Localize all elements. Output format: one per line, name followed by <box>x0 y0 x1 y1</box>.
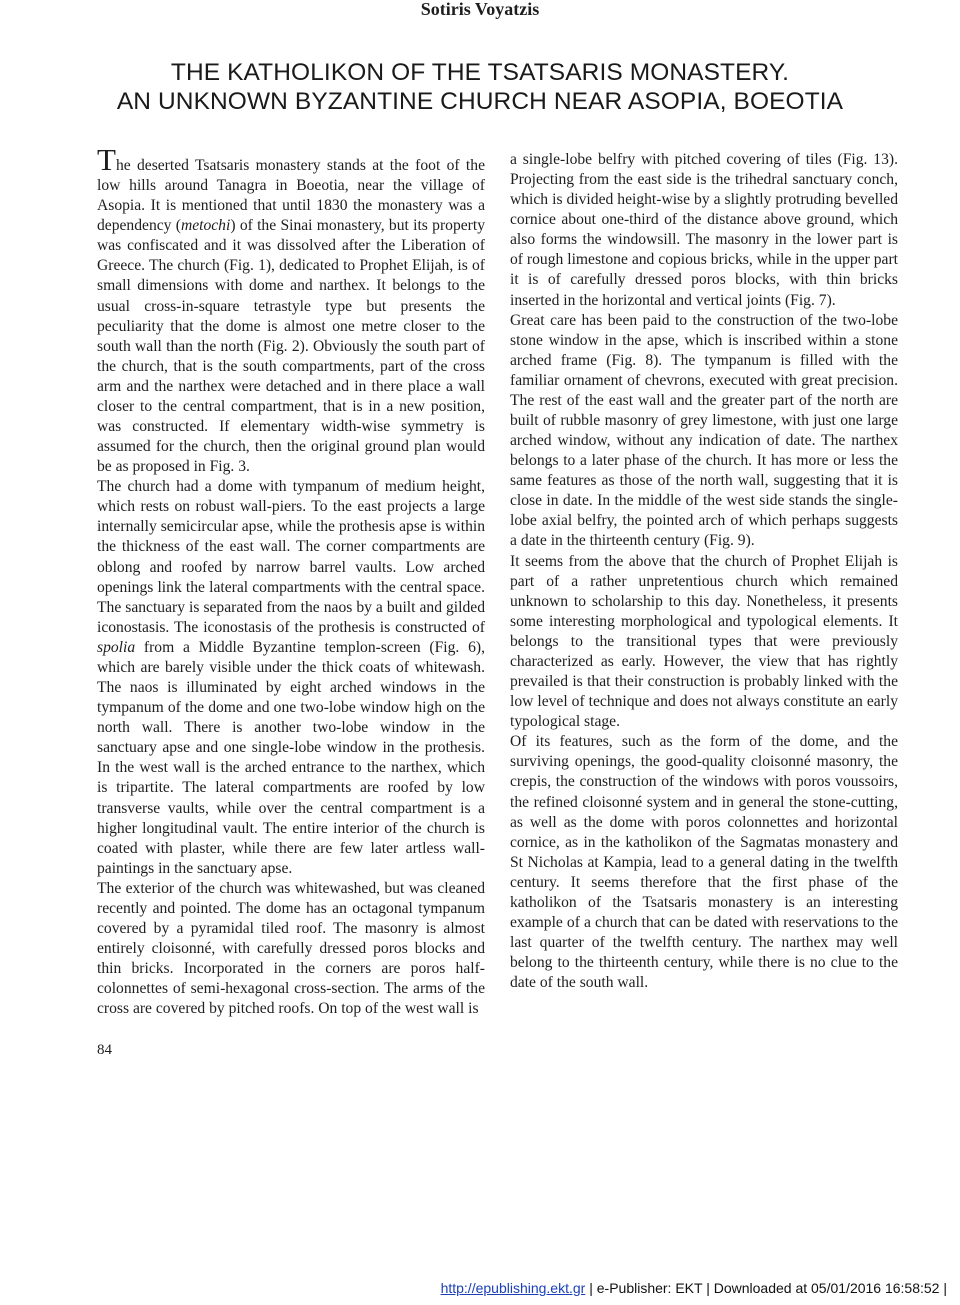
running-head: Sotiris Voyatzis <box>420 0 540 19</box>
download-footer <box>441 1280 947 1297</box>
left-paragraph-3: The exterior of the church was whitewashed, but was cleaned recently and pointed. The dome has an octagonal tympanum covered by a pyramidal tiled roof. The masonry is almost entirely cloisonné, with carefully dressed poros blocks and thin bricks. Incorporated in the corners are poros half-colonnettes of semi-hexagonal cross-section. The arms of the cross are covered by pitched roofs. On top of the west wall is <box>97 879 485 1018</box>
left-paragraph-2 <box>97 477 485 879</box>
left-paragraph-1-text-b: ) of the Sinai monastery, but its property was confiscated and it was dissolved after the Liberation of Greece. The church (Fig. 1), dedicated to Prophet Elijah, is of small dimensions with dome and narthex. It belongs to the usual cross-in-square tetrastyle type but presents the peculiarity that the dome is almost one metre closer to the south wall than the north (Fig. 2). Obviously the south part of the church, that is the south compartments, part of the cross arm and the narthex were detached and in there place a wall closer to the central compartment, that is in a new position, was constructed. If elementary width-wise symmetry is assumed for the church, then the original ground plan would be as proposed in Fig. 3. <box>97 217 485 476</box>
right-paragraph-3: It seems from the above that the church of Prophet Elijah is part of a rather unpretentious church which remained unknown to scholarship to this day. Nonetheless, it presents some interesting morphological and typological elements. It belongs to the transitional types that were previously characterized as early. However, the view that has rightly prevailed is that their construction is probably linked with the low level of technique and does not always constitute an early typological stage. <box>510 552 898 731</box>
left-paragraph-1 <box>97 142 485 477</box>
left-paragraph-1-text-a: he deserted Tsatsaris monastery stands at the foot of the low hills around Tanagra in Boeotia, near the village of Asopia. It is mentioned that until 1830 the monastery was a dependency ( <box>97 157 485 235</box>
right-column <box>510 150 898 993</box>
left-paragraph-2-italic: spolia <box>97 638 136 656</box>
drop-cap: T <box>97 142 116 177</box>
title-line-2: AN UNKNOWN BYZANTINE CHURCH NEAR ASOPIA, BOEOTIA <box>116 88 844 115</box>
page-number: 84 <box>97 1042 112 1058</box>
right-paragraph-2: Great care has been paid to the construction of the two-lobe stone window in the apse, which is inscribed within a stone arched frame (Fig. 8). The tympanum is filled with the familiar ornament of chevrons, executed with great precision. The rest of the east wall and the greater part of the north are built of rubble masonry of grey limestone, with just one large arched window, without any indication of date. The narthex belongs to a later phase of the church. It has more or less the same features as those of the north wall, suggesting that it is close in date. In the middle of the west side stands the single-lobe axial belfry, the pointed arch of which perhaps suggests a date in the thirteenth century (Fig. 9). <box>510 311 898 550</box>
right-paragraph-4: Of its features, such as the form of the dome, and the surviving openings, the good-quality cloisonné masonry, the crepis, the construction of the windows with poros voussoirs, the refined cloisonné system and in general the stone-cutting, as well as the dome with poros colonnettes and horizontal cornice, as in the katholikon of the Sagmatas monastery and St Nicholas at Kampia, lead to a general dating in the twelfth century. It seems therefore that the first phase of the katholikon of the Tsatsaris monastery is an interesting example of a church that can be dated with reservations to the last quarter of the twelfth century. The narthex may well belong to the thirteenth century, while there is no clue to the date of the south wall. <box>510 733 898 992</box>
left-column <box>97 142 485 1019</box>
footer-info: | e-Publisher: EKT | Downloaded at 05/01/2016 16:58:52 | <box>585 1280 947 1296</box>
left-paragraph-2-text-a: The church had a dome with tympanum of medium height, which rests on robust wall-piers. To the east projects a large internally semicircular apse, while the prothesis apse is within the thickness of the east wall. The corner compartments are oblong and roofed by narrow barrel vaults. Low arched openings link the lateral compartments with the central space. The sanctuary is separated from the naos by a built and gilded iconostasis. The iconostasis of the prothesis is constructed of <box>97 478 485 636</box>
left-paragraph-2-text-b: from a Middle Byzantine templon-screen (Fig. 6), which are barely visible under the thick coats of whitewash. The naos is illuminated by eight arched windows in the tympanum of the dome and one two-lobe window high on the north wall. There is another two-lobe window in the sanctuary apse and one single-lobe window in the prothesis. In the west wall is the arched entrance to the narthex, which is tripartite. The lateral compartments are roofed by low transverse vaults, while over the central compartment is a higher longitudinal vault. The entire interior of the church is coated with plaster, while there are few later artless wall-paintings in the sanctuary apse. <box>97 638 485 877</box>
right-paragraph-1: a single-lobe belfry with pitched covering of tiles (Fig. 13). Projecting from the east side is the trihedral sanctuary conch, which is divided height-wise by a slightly protruding bevelled cornice about one-third of the distance above ground, which also forms the windowsill. The masonry in the lower part is of rough limestone and copious bricks, while in the upper part it is of carefully dressed poros blocks, with thin bricks inserted in the horizontal and vertical joints (Fig. 7). <box>510 151 898 309</box>
epublishing-link[interactable]: http://epublishing.ekt.gr <box>440 1280 586 1296</box>
article-title <box>0 58 960 116</box>
title-line-1: THE KATHOLIKON OF THE TSATSARIS MONASTERY. <box>170 59 790 86</box>
left-paragraph-1-italic: metochi <box>180 217 231 235</box>
